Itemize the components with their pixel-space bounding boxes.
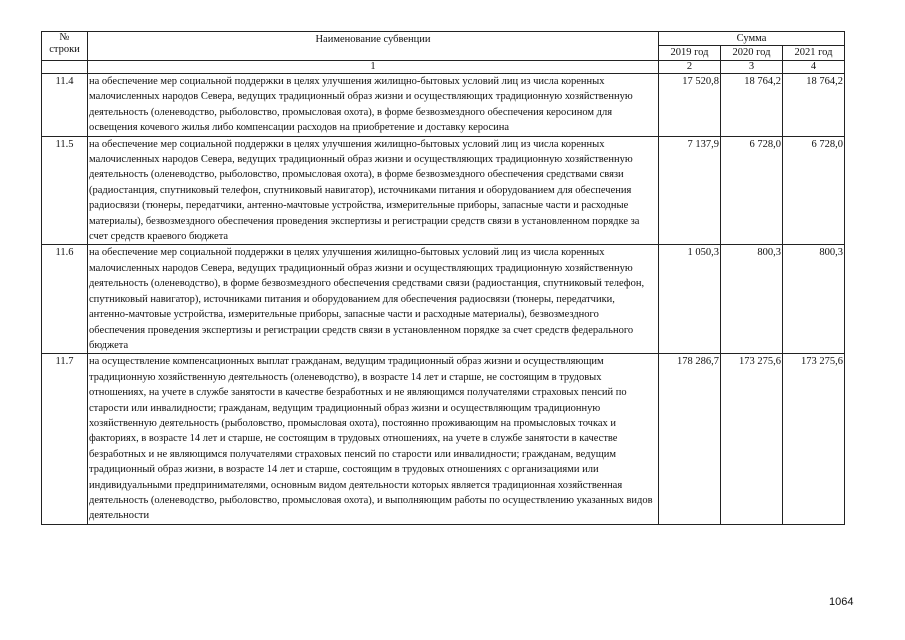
amount-2019: 7 137,9	[659, 136, 721, 245]
amount-2020: 6 728,0	[721, 136, 783, 245]
amount-2021: 6 728,0	[783, 136, 845, 245]
column-number-1: 1	[88, 61, 659, 74]
subvention-name: на обеспечение мер социальной поддержки в целях улучшения жилищно-бытовых условий лиц из числа коренных малочисленных народов Севера, ведущих традиционный образ жизни и осуществляющих традиционную хозяйственную деятельность (оленеводство, рыболовство, промысловая охота), в форме безвозмездного обеспечения керосином для освещения кочевого жилья либо компенсации расходов на приобретение и доставку керосина	[88, 74, 659, 137]
amount-2021: 800,3	[783, 245, 845, 354]
header-subvention-name: Наименование субвенции	[88, 32, 659, 61]
subvention-name: на осуществление компенсационных выплат гражданам, ведущим традиционный образ жизни и осуществляющим традиционную хозяйственную деятельность (оленеводство), в возрасте 14 лет и старше, не состоящим в трудовых отношениях, на учете в службе занятости в качестве безработных и не являющимся получателями страховых пенсий по старости или инвалидности; гражданам, ведущим традиционный образ жизни и осуществляющим традиционную хозяйственную деятельность (рыболовство, промысловая охота), постоянно проживающим на промысловых точках и факториях, в возрасте 14 лет и старше, не состоящим в трудовых отношениях, на учете в службе занятости в качестве безработных и не являющимся получателями страховых пенсий по старости или инвалидности; гражданам, ведущим традиционный образ жизни, в возрасте 14 лет и старше, состоящим в трудовых отношениях с организациями или индивидуальными предпринимателями, основным видом деятельности которых является традиционная хозяйственная деятельность (оленеводство, рыболовство, промысловая охота), и выполняющим работы по осуществлению указанных видов деятельности	[88, 354, 659, 524]
subventions-table	[41, 31, 845, 525]
row-number: 11.5	[42, 136, 88, 245]
amount-2020: 800,3	[721, 245, 783, 354]
amount-2021: 18 764,2	[783, 74, 845, 137]
amount-2020: 173 275,6	[721, 354, 783, 524]
column-number-empty	[42, 61, 88, 74]
header-row-number-cell	[42, 32, 88, 61]
header-year-2019: 2019 год	[659, 46, 721, 61]
table-row	[42, 74, 845, 137]
header-sum: Сумма	[659, 32, 845, 46]
row-number: 11.6	[42, 245, 88, 354]
header-number-sign: №	[59, 32, 70, 43]
page-number: 1064	[829, 596, 854, 608]
subvention-name: на обеспечение мер социальной поддержки в целях улучшения жилищно-бытовых условий лиц из числа коренных малочисленных народов Севера, ведущих традиционный образ жизни и осуществляющих традиционную хозяйственную деятельность (оленеводство, рыболовство, промысловая охота), в форме безвозмездного обеспечения средствами связи (радиостанция, спутниковый телефон, спутниковый навигатор), источниками питания и оборудованием для обеспечения радиосвязи (тюнеры, передатчики, антенно-мачтовые устройства, измерительные приборы, запасные части и расходные материалы), безвозмездного обеспечения проведения экспертизы и регистрации средств связи в установленном порядке за счет средств краевого бюджета	[88, 136, 659, 245]
amount-2019: 1 050,3	[659, 245, 721, 354]
amount-2020: 18 764,2	[721, 74, 783, 137]
table-row	[42, 136, 845, 245]
header-year-2020: 2020 год	[721, 46, 783, 61]
column-number-row	[42, 61, 845, 74]
column-number-4: 4	[783, 61, 845, 74]
header-row-top	[42, 32, 845, 46]
row-number: 11.4	[42, 74, 88, 137]
table-row	[42, 354, 845, 524]
amount-2019: 178 286,7	[659, 354, 721, 524]
column-number-3: 3	[721, 61, 783, 74]
row-number: 11.7	[42, 354, 88, 524]
amount-2021: 173 275,6	[783, 354, 845, 524]
amount-2019: 17 520,8	[659, 74, 721, 137]
subvention-name: на обеспечение мер социальной поддержки в целях улучшения жилищно-бытовых условий лиц из числа коренных малочисленных народов Севера, ведущих традиционный образ жизни и осуществляющих традиционную хозяйственную деятельность (оленеводство), в форме безвозмездного обеспечения средствами связи (радиостанция, спутниковый телефон, спутниковый навигатор), источниками питания и оборудованием для обеспечения радиосвязи (тюнеры, передатчики, антенно-мачтовые устройства, измерительные приборы, запасные части и расходные материалы), безвозмездного обеспечения проведения экспертизы и регистрации средств связи в установленном порядке за счет средств федерального бюджета	[88, 245, 659, 354]
header-year-2021: 2021 год	[783, 46, 845, 61]
header-row-label: строки	[49, 44, 80, 55]
column-number-2: 2	[659, 61, 721, 74]
table-row	[42, 245, 845, 354]
